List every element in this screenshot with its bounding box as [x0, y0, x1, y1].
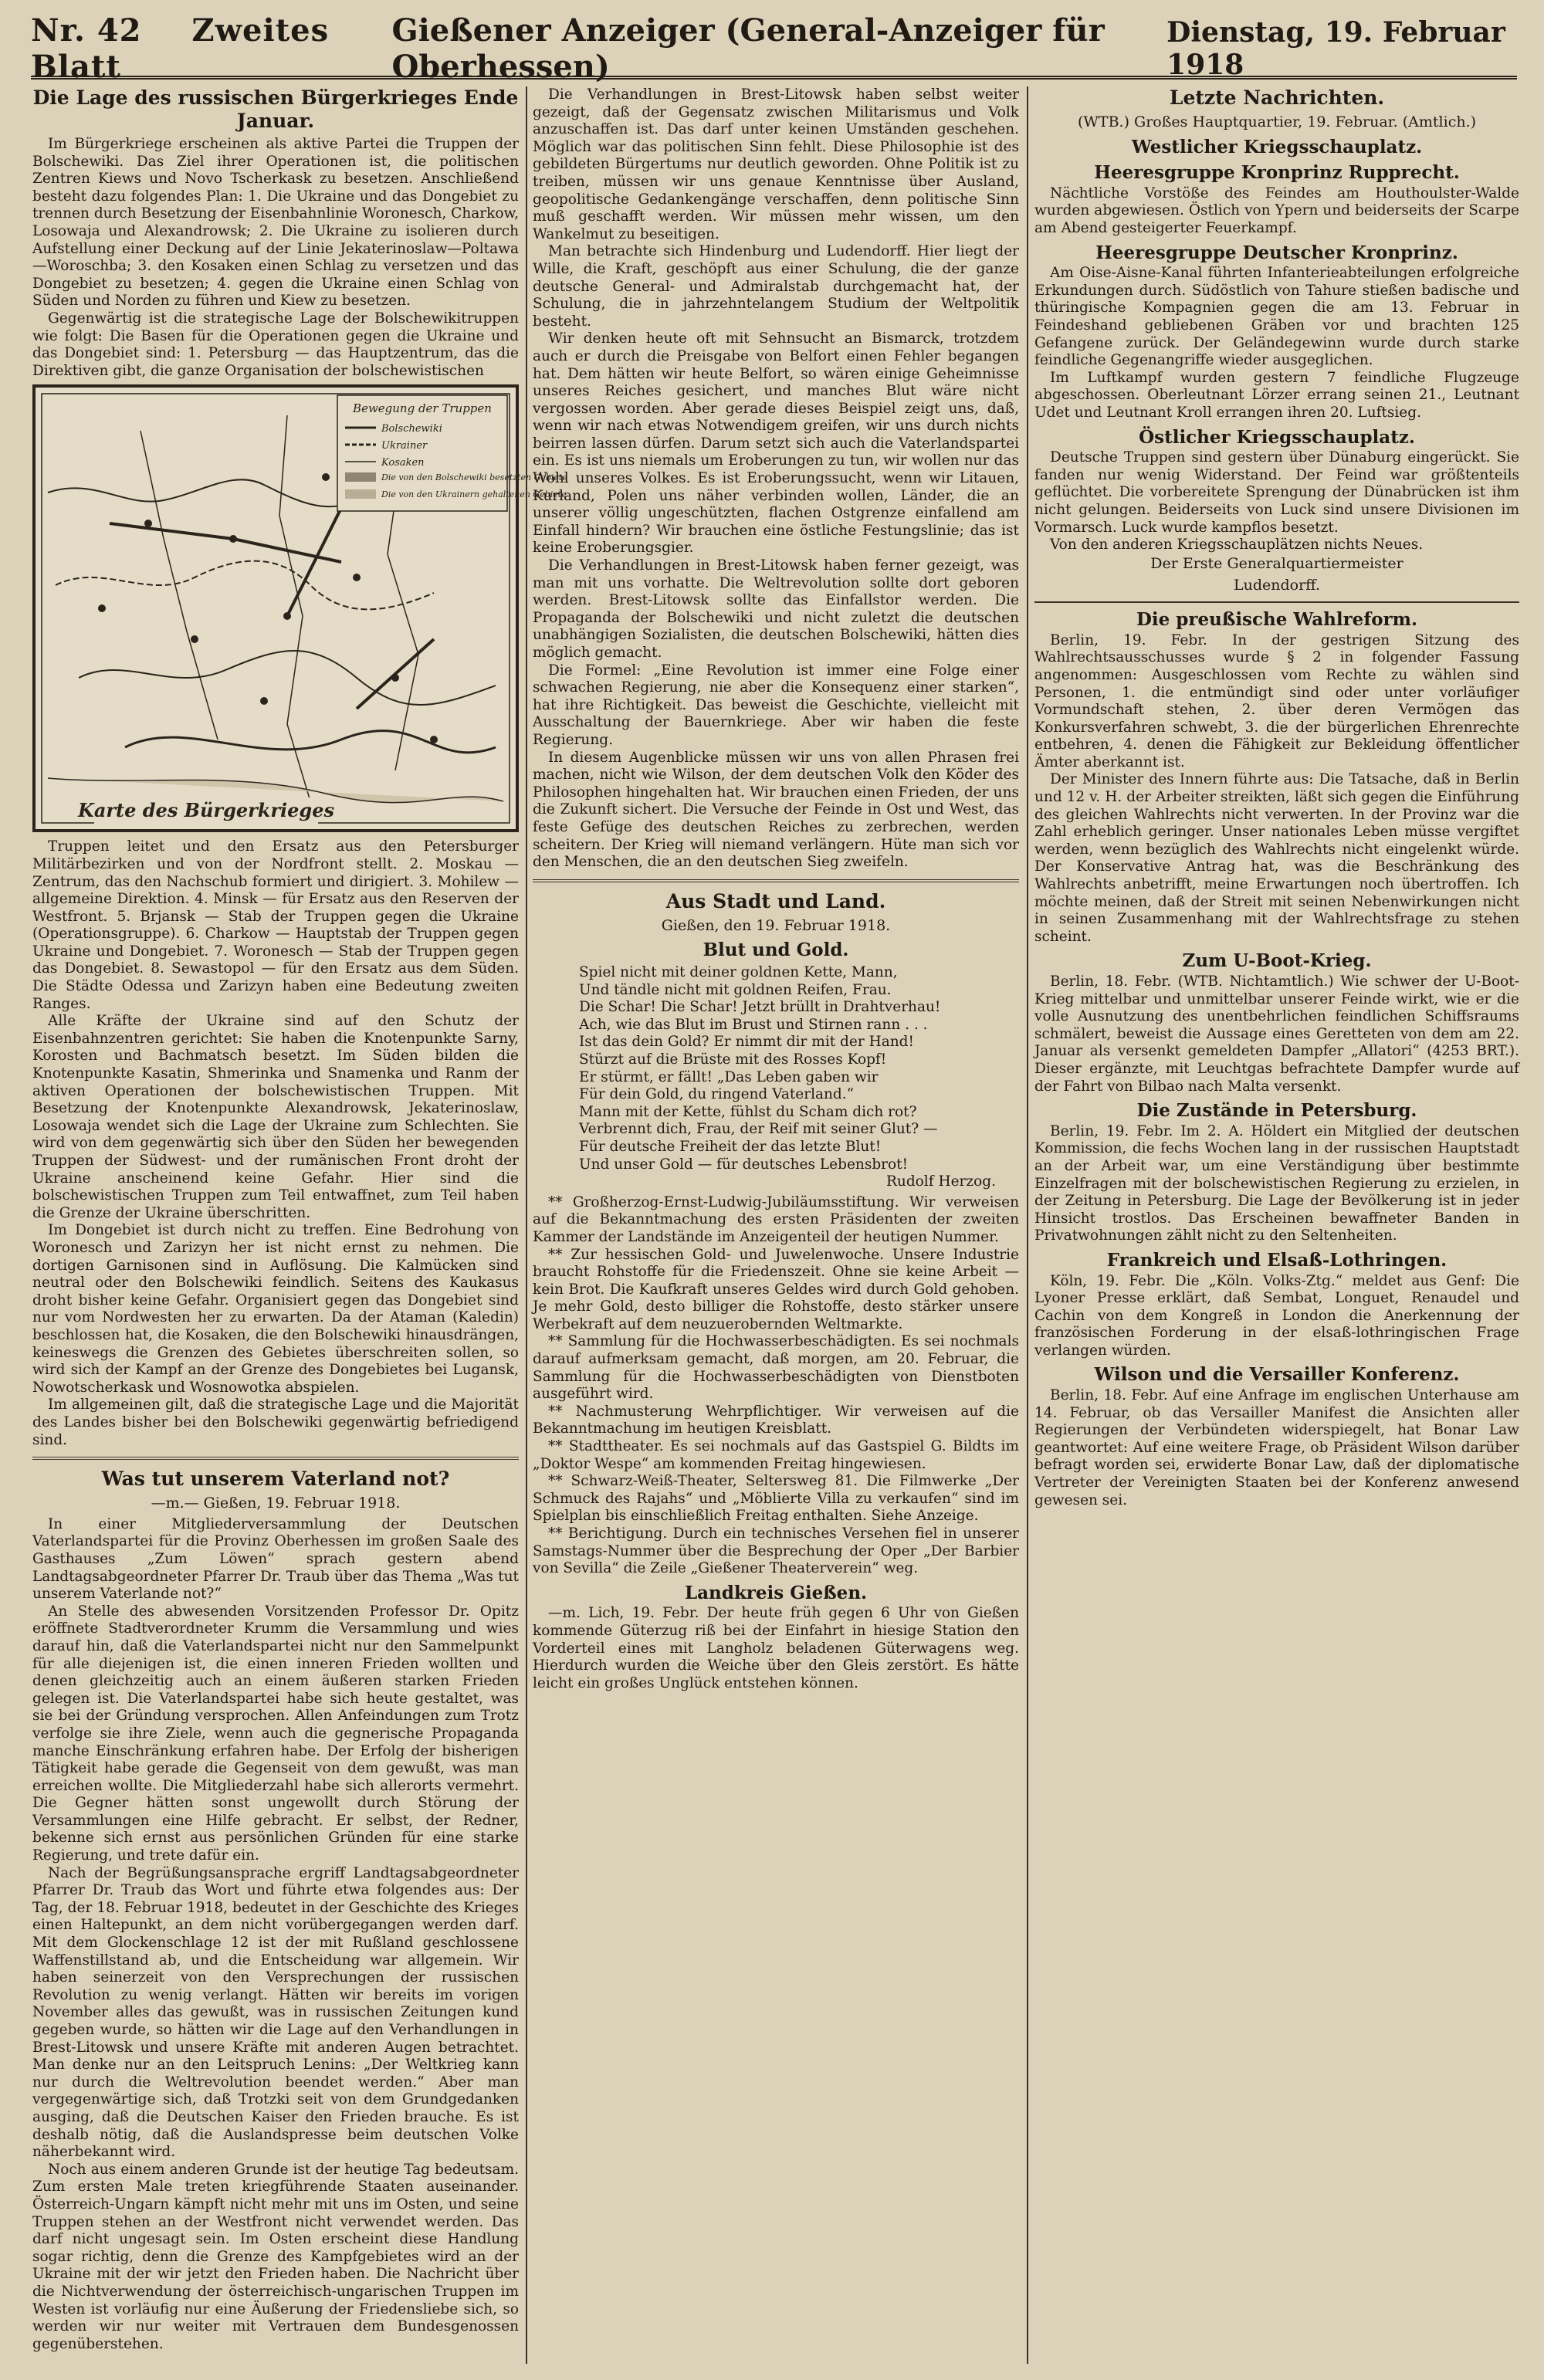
paragraph: Im allgemeinen gilt, daß die strategische Lage und die Majorität des Landes bisher bei den Bolschewiki gegenwärtig befriedigend sind. [32, 1397, 519, 1448]
paragraph: Die Verhandlungen in Brest-Litowsk haben selbst weiter gezeigt, daß der Gegensatz zwischen Militarismus und Volk anzuschaffen ist. Das darf unter keinen Umständen geschehen. Möglich war das politischen Sinn fehlt. Diese Philosophie ist des gebildeten Bürgertums nur deutlich geworden. Ohne Politik ist zu treiben, müssen wir uns genaue Kenntnisse über Ausland, geopolitische Gedankengänge verschaffen, denn politische Sinn muß geschafft werden. Wir müssen mehr wissen, um den Wankelmut zu beseitigen. [533, 86, 1019, 242]
paragraph: Man betrachte sich Hindenburg und Ludendorff. Hier liegt der Wille, die Kraft, geschöpft aus einer Schulung, die der ganze deutsche General- und Admiralstab durchgemacht hat, der Schulung, die in jahrzehntelangem Studium der Weltpolitik besteht. [533, 243, 1019, 330]
poem-author: Rudolf Herzog. [885, 1173, 996, 1190]
front-title: Westlicher Kriegsschauplatz. [1131, 136, 1423, 157]
poem-line: Ist das dein Gold? Er nimmt dir mit der Hand! [579, 1034, 914, 1051]
notice: ** Nachmusterung Wehrpflichtiger. Wir verweisen auf die Bekanntmachung im heutigen Kreisblatt. [533, 1403, 1019, 1437]
article-title: Was tut unserem Vaterland not? [101, 1468, 450, 1491]
article-title: Zum U-Boot-Krieg. [1182, 950, 1372, 972]
poem-line: Für dein Gold, du ringend Vaterland.“ [579, 1086, 855, 1103]
notice: ** Berichtigung. Durch ein technisches Versehen fiel in unserer Samstags-Nummer über die Besprechung der Oper „Der Barbier von Sevilla“ die Zeile „Gießener Theaterverein“ weg. [533, 1525, 1019, 1577]
divider [32, 1457, 519, 1460]
article-title: Frankreich und Elsaß-Lothringen. [1106, 1249, 1448, 1271]
map-legend-entry: Die von den Ukrainern gehaltenen Gebiete [381, 489, 567, 500]
paragraph: Truppen leitet und den Ersatz aus den Petersburger Militärbezirken und von der Nordfront stellt. 2. Moskau — Zentrum, das den Nachschub formiert und dirigiert. 3. Mohilew — allgemeine Direktion. 4. Minsk — für Ersatz aus den Reserven der Westfront. 5. Brjansk — Stab der Truppen gegen die Ukraine (Operationsgruppe). 6. Charkow — Hauptstab der Truppen gegen Ukraine und Dongebiet. 7. Woronesch — Stab der Truppen gegen das Dongebiet. 8. Sewastopol — für den Ersatz aus dem Süden. Die Städte Odessa und Zarizyn haben eine Bedeutung zweiten Ranges. [32, 838, 519, 1012]
paragraph: Berlin, 18. Febr. (WTB. Nichtamtlich.) Wie schwer der U-Boot-Krieg mittelbar und unmittelbar unserer Feinde wirkt, wie er die volle Ausnutzung des unentbehrlichen feindlichen Schiffsraums schmälert, beweist die Aussage eines Geretteten von dem am 22. Januar als versenkt gemeldeten Dampfer „Allatori“ (4253 BRT.). Dieser ergänzte, mit Leuchtgas befrachtete Dampfer wurde auf der Fahrt von Bilbao nach Malta versenkt. [1034, 973, 1519, 1095]
notice: ** Sammlung für die Hochwasserbeschädigten. Es sei nochmals darauf aufmerksam gemacht, daß morgen, am 20. Februar, die Sammlung für die Hochwasserbeschädigten von Dienstboten ausgeführt wird. [533, 1333, 1019, 1403]
issue-date: Dienstag, 19. Februar 1918 [1166, 16, 1505, 81]
army-group-title: Heeresgruppe Kronprinz Rupprecht. [1094, 162, 1460, 184]
front-title: Östlicher Kriegsschauplatz. [1139, 426, 1415, 448]
poem-line: Und tändle nicht mit goldnen Reifen, Frau. [579, 981, 892, 998]
divider [1034, 601, 1519, 603]
map-legend-title: Bewegung der Truppen [353, 401, 492, 416]
notice: —m. Lich, 19. Febr. Der heute früh gegen 6 Uhr von Gießen kommende Güterzug riß bei der Einfahrt in hiesige Station den Vorderteil eines mit Langholz beladenen Güterwagens weg. Hierdurch wurden die Weiche über den Gleis zerstört. Es hätte leicht ein großes Unglück entstehen können. [533, 1605, 1019, 1691]
map-image [32, 384, 567, 832]
column-3 [1034, 86, 1519, 2364]
paragraph: Berlin, 18. Febr. Auf eine Anfrage im englischen Unterhause am 14. Februar, ob das Versailler Manifest die Ansichten aller Regierungen der Verbündeten widerspiegelt, hat Bonar Law geantwortet: Auf eine weitere Frage, ob Präsident Wilson darüber befragt worden sei, erwiderte Bonar Law, daß der diplomatische Vertreter der Vereinigten Staaten bei der Konferenz anwesend gewesen sei. [1034, 1387, 1519, 1508]
column-1 [32, 86, 567, 2364]
paragraph: Alle Kräfte der Ukraine sind auf den Schutz der Eisenbahnzentren gerichtet: Sie haben die Knotenpunkte Sarny, Korosten und Bachmatsch besetzt. Im Süden bilden die Knotenpunkte Kasatin, Shmerinka und Snamenka und Ranm der aktiven Operationen der bolschewistischen Truppen. Mit Besetzung der Knotenpunkte Alexandrowsk, Jekaterinoslaw, Losowaja wendet sich die Lage der Ukraine zum Schlechten. Sie wird von dem gegenwärtig sich über den Süden her bewegenden Truppen der Südwest- und der rumänischen Front droht der Ukraine anscheinend keine Gefahr. Hier sind die bolschewistischen Truppen zum Teil entwaffnet, zum Teil haben die Grenze der Ukraine überschritten. [32, 1013, 519, 1221]
poem-line: Mann mit der Kette, fühlst du Scham dich rot? [579, 1103, 917, 1120]
signature-name: Ludendorff. [1233, 577, 1321, 594]
map-legend-entry: Ukrainer [381, 440, 428, 452]
civil-war-map [32, 384, 567, 832]
column-rule [1027, 86, 1028, 2364]
column-2 [533, 86, 1019, 2364]
paragraph: Die Formel: „Eine Revolution ist immer eine Folge einer schwachen Regierung, nie aber die Konsequenz einer starken“, hat ihre Richtigkeit. Das beweist die Geschichte, vielleicht mit Ausschaltung der Bauernkriege. Aber wir haben die feste Regierung. [533, 662, 1019, 748]
notice: ** Großherzog-Ernst-Ludwig-Jubiläumsstiftung. Wir verweisen auf die Bekanntmachung des ersten Präsidenten der zweiten Kammer der Landstände im Anzeigenteil der heutigen Nummer. [533, 1193, 1019, 1245]
notice: ** Schwarz-Weiß-Theater, Seltersweg 81. Die Filmwerke „Der Schmuck des Rajahs“ und „Möblierte Villa zu verkaufen“ sind im Spielplan bis einschließlich Freitag enthalten. Siehe Anzeige. [533, 1473, 1019, 1525]
masthead [31, 12, 1517, 85]
paragraph: Im Dongebiet ist durch nicht zu treffen. Eine Bedrohung von Woronesch und Zarizyn her ist nicht ernst zu nehmen. Die dortigen Garnisonen sind in Auflösung. Die Kalmücken sind neutral oder den Bolschewiki feindlich. Seitens des Kaukasus droht bisher keine Gefahr. Organisiert gegen das Dongebiet sind nur vom Nordwesten her zu erwarten. Da der Ataman (Kaledin) beschlossen hat, die Kosaken, die den Bolschewiki hinausdrängen, keineswegs die Grenzen des Gebietes überschreiten sollen, so wird sich der Kampf an der Grenze des Dongebietes bei Lugansk, Nowotscherkask und Wosnowotka abspielen. [32, 1222, 519, 1396]
paragraph: Im Luftkampf wurden gestern 7 feindliche Flugzeuge abgeschossen. Oberleutnant Lörzer errang seinen 21., Leutnant Udet und Leutnant Kroll errangen ihren 20. Luftsieg. [1034, 369, 1519, 421]
poem-line: Und unser Gold — für deutsches Lebensbrot! [579, 1156, 909, 1173]
paragraph: In diesem Augenblicke müssen wir uns von allen Phrasen frei machen, nicht wie Wilson, der dem deutschen Volk den Köder des Philosophen hingehalten hat. Wir brauchen einen Frieden, der uns die Zukunft sichert. Die Versuche der Feinde in Ost und West, das feste Gefüge des deutschen Reiches zu zerbrechen, werden scheitern. Der Krieg will niemand verlängern. Hüte man sich vor den Menschen, die an den deutschen Sieg zweifeln. [533, 749, 1019, 871]
paragraph: Berlin, 19. Febr. In der gestrigen Sitzung des Wahlrechtsausschusses wurde § 2 in folgender Fassung angenommen: Ausgeschlossen vom Rechte zu wählen sind Personen, 1. die entmündigt sind oder unter vorläufiger Vormundschaft stehen, 2. über deren Vermögen das Konkursverfahren schwebt, 3. die der bürgerlichen Ehrenrechte entbehren, 4. denen die Fähigkeit zur Bekleidung öffentlicher Ämter aberkannt ist. [1034, 631, 1519, 770]
notice: ** Stadttheater. Es sei nochmals auf das Gastspiel G. Bildts im „Doktor Wespe“ am kommenden Freitag hingewiesen. [533, 1438, 1019, 1472]
army-group-title: Heeresgruppe Deutscher Kronprinz. [1095, 242, 1458, 263]
poem-title: Blut und Gold. [703, 939, 849, 961]
map-legend-entry: Kosaken [381, 457, 425, 469]
poem-line: Ach, wie das Blut im Brust und Stirnen rann . . . [579, 1016, 928, 1033]
paragraph: Der Minister des Innern führte aus: Die Tatsache, daß in Berlin und 12 v. H. der Arbeiter streikten, läßt sich gegen die Einführung des gleichen Wahlrechts nicht verwerten. In der Provinz war die Zahl erheblich geringer. Unser nationales Leben müsse vergiftet werden, wenn bezüglich des Wahlrechts nicht eingelenkt würde. Der Konservative Antrag hat, was die Beschränkung des Wahlrechts anbetrifft, meine Erwartungen noch übertroffen. Ich möchte meinen, daß der Streit mit seinen Nebenwirkungen nicht in seinen Zusammenhang mit der Wahlrechtsfrage zu stehen scheint. [1034, 771, 1519, 945]
poem-line: Stürzt auf die Brüste mit des Rosses Kopf! [579, 1051, 887, 1068]
section-title: Aus Stadt und Land. [665, 889, 886, 912]
news-source: (WTB.) Großes Hauptquartier, 19. Februar. (Amtlich.) [1077, 113, 1477, 130]
paragraph: Gegenwärtig ist die strategische Lage der Bolschewikitruppen wie folgt: Die Basen für die Operationen gegen die Ukraine und das Dongebiet sind: 1. Petersburg — das Hauptzentrum, das die Direktiven gibt, die ganze Organisation der bolschewistischen [32, 310, 519, 379]
paragraph: Köln, 19. Febr. Die „Köln. Volks-Ztg.“ meldet aus Genf: Die Lyoner Presse erklärt, daß Sembat, Longuet, Renaudel und Cachin von dem Kongreß in London die Anerkennung der französischen Forderung in der elsaß-lothringischen Frage verlangen würden. [1034, 1272, 1519, 1359]
subsection-title: Landkreis Gießen. [684, 1582, 868, 1603]
poem-line: Er stürmt, er fällt! „Das Leben gaben wir [579, 1068, 879, 1085]
paragraph: Von den anderen Kriegsschauplätzen nichts Neues. [1050, 537, 1424, 554]
paragraph: Nächtliche Vorstöße des Feindes am Houthoulster-Walde wurden abgewiesen. Östlich von Ypern und beiderseits der Scarpe am Abend gesteigerter Feuerkampf. [1034, 185, 1519, 237]
paragraph: Am Oise-Aisne-Kanal führten Infanterieabteilungen erfolgreiche Erkundungen durch. Südöstlich von Tahure stießen badische und thüringische Kompagnien gegen die am 13. Februar in Feindeshand gebliebenen Gräben vor und brachten 125 Gefangene zurück. Der Geländegewinn wurde durch starke feindliche Gegenangriffe wieder ausgeglichen. [1034, 265, 1519, 369]
paragraph: Noch aus einem anderen Grunde ist der heutige Tag bedeutsam. Zum ersten Male treten kriegführende Staaten auseinander. Österreich-Ungarn kämpft nicht mehr mit uns im Osten, und seine Truppen stehen an der Westfront nicht verwendet werden. Das darf nicht ungesagt sein. Im Osten erscheint diese Handlung sogar richtig, denn die Grenze des Kampfgebietes wird an der Ukraine mit der wir jetzt den Frieden haben. Die Nachricht über die Nichtverwendung der österreichisch-ungarischen Truppen im Westen ist vorläufig nur eine Äußerung der Friedensliebe sich, so werden wir nur weiter mit Vertrauen dem Bundesgenossen gegenüberstehen. [32, 2161, 519, 2352]
dateline: Gießen, den 19. Februar 1918. [661, 916, 891, 934]
paragraph: Berlin, 19. Febr. Im 2. A. Höldert ein Mitglied der deutschen Kommission, die fechs Wochen lang in der russischen Hauptstadt an der Arbeit war, um eine Verständigung über bestimmte Einzelfragen mit der bolschewistischen Regierung zu erzielen, in der Zeitung in Petersburg. Die Lage der Bevölkerung ist in jeder Hinsicht trostlos. Das Erscheinen bewaffneter Banden in Privatwohnungen zählt nicht zu den Seltenheiten. [1034, 1122, 1519, 1244]
signature-line: Der Erste Generalquartiermeister [1150, 554, 1403, 572]
poem-line: Für deutsche Freiheit der das letzte Blut! [579, 1138, 882, 1155]
map-legend-entry: Bolschewiki [381, 423, 442, 435]
paragraph: Im Bürgerkriege erscheinen als aktive Partei die Truppen der Bolschewiki. Das Ziel ihrer Operationen ist, die politischen Zentren Kiews und Novo Tscherkask zu besetzen. Anschließend besteht dazu folgendes Plan: 1. Die Ukraine und das Dongebiet zu trennen durch Besetzung der Eisenbahnlinie Woronesch, Charkow, Losowaja und Alexandrowsk; 2. Die Ukraine zu isolieren durch Aufstellung einer Deckung auf der Linie Jekaterinoslaw—Poltawa—Woroschba; 3. den Kosaken einen Schlag zu versetzen und das Dongebiet zu besetzen; 4. gegen die Ukraine einen Schlag von Süden und Norden zu führen und Kiew zu besetzen. [32, 136, 519, 310]
divider [533, 879, 1019, 882]
paragraph: Die Verhandlungen in Brest-Litowsk haben ferner gezeigt, was man mit uns vorhatte. Die Weltrevolution sollte dort geboren werden. Brest-Litowsk sollte das Einfallstor werden. Die Propaganda der Bolschewiki und nicht zuletzt die deutschen unabhängigen Sozialisten, die deutschen Bolschewiki, hätten dies möglich gemacht. [533, 557, 1019, 661]
paragraph: In einer Mitgliederversammlung der Deutschen Vaterlandspartei für die Provinz Oberhessen im großen Saale des Gasthauses „Zum Löwen“ sprach gestern abend Landtagsabgeordneter Pfarrer Dr. Traub über das Thema „Was tut unserem Vaterlande not?“ [32, 1515, 519, 1603]
map-legend-entry: Die von den Bolschewiki besetzten Gebiete [381, 472, 567, 483]
article-title: Die Zustände in Petersburg. [1136, 1100, 1417, 1122]
article-title: Wilson und die Versailler Konferenz. [1094, 1364, 1460, 1386]
paragraph: Wir denken heute oft mit Sehnsucht an Bismarck, trotzdem auch er durch die Preisgabe von Belfort einen Fehler begangen hat. Dem hätten wir heute Belfort, so wären einige Geheimnisse unseres Reiches gesichert, und manches Blut wäre nicht vergossen worden. Aber gerade dieses Beispiel zeigt uns, daß, wenn wir nach etwas Notwendigem greifen, wir uns durch nichts beirren lassen dürfen. Darum setzt sich auch die Vaterlandspartei ein. Es ist uns niemals um Eroberungen zu tun, wir wollen nur das Wohl unseres Volkes. Es ist Eroberungssucht, wenn wir Litauen, Kurland, Polen uns näher verbinden wollen, Länder, die an unserer völlig ungeschützten, flachen Ostgrenze einfallend am Einfall hindern? Wir brauchen eine östliche Festungslinie; das ist keine Eroberungsgier. [533, 330, 1019, 557]
paragraph: Deutsche Truppen sind gestern über Dünaburg eingerückt. Sie fanden nur wenig Widerstand. Der Feind war größtenteils geflüchtet. Die vorbereitete Sprengung der Dünabrücken ist ihm nicht gelungen. Beiderseits von Luck sind unsere Divisionen im Vormarsch. Luck wurde kampflos besetzt. [1034, 449, 1519, 536]
dateline: —m.— Gießen, 19. Februar 1918. [151, 1495, 401, 1512]
sheet-label: Zweites Blatt [31, 12, 330, 85]
article-title: Die Lage des russischen Bürgerkrieges Ende Januar. [32, 86, 519, 132]
column-rule [526, 86, 527, 2364]
news-title: Letzte Nachrichten. [1169, 86, 1385, 109]
article-title: Die preußische Wahlreform. [1136, 609, 1418, 631]
poem-line: Verbrennt dich, Frau, der Reif mit seiner Glut? — [579, 1121, 938, 1138]
paragraph: Nach der Begrüßungsansprache ergriff Landtagsabgeordneter Pfarrer Dr. Traub das Wort und führte etwa folgendes aus: Der Tag, der 18. Februar 1918, bedeutet in der Geschichte des Krieges einen Haltepunkt, an dem nicht vorübergegangen werden darf. Mit dem Glockenschlage 12 ist der mit Rußland geschlossene Waffenstillstand ab, und die Entscheidung war allgemein. Wir haben seinerzeit von den Versprechungen der russischen Revolution zu wenig verlangt. Hätten wir bereits im vorigen November alles das gewußt, was in russischen Zeitungen kund gegeben wurde, so hätten wir die Lage auf den Verhandlungen in Brest-Litowsk und unsere Kräfte mit anderen Augen betrachtet. Man denke nur an den Leitspruch Lenins: „Der Weltkrieg kann nur durch die Weltrevolution beendet werden.“ Aber man vergegenwärtige sich, daß Trotzki seit von dem Grundgedanken ausging, daß die Deutschen Kaiser den Frieden brauche. Es ist deshalb nötig, daß die Auslandspresse beim deutschen Volke näherbekannt wird. [32, 1864, 519, 2161]
notice: ** Zur hessischen Gold- und Juwelenwoche. Unsere Industrie braucht Rohstoffe für die Friedenszeit. Ohne sie keine Arbeit — kein Brot. Die Kaufkraft unseres Geldes wird durch Gold gehoben. Je mehr Gold, desto billiger die Rohstoffe, desto stärker unsere Werbekraft auf dem neuzuerobernden Weltmarkte. [533, 1246, 1019, 1332]
paragraph: An Stelle des abwesenden Vorsitzenden Professor Dr. Opitz eröffnete Stadtverordneter Krumm die Versammlung und wies darauf hin, daß die Vaterlandspartei nicht nur den Sammelpunkt für alle diejenigen ist, die einen inneren Frieden wollten und denen gleichzeitig auch an einem äußeren starken Frieden gelegen ist. Die Vaterlandspartei habe sich heute gestaltet, was sie bei der Gründung versprochen. Allen Anfeindungen zum Trotz verfolge sie ihre Ziele, wenn auch die gegnerische Propaganda manche Einschränkung erfahren habe. Der Erfolg der bisherigen Tätigkeit habe gerade die Gegenseit von dem gewußt, was man erreichen wollte. Die Mitgliederzahl habe sich allerorts vermehrt. Die Gegner hätten sonst ungewollt durch Störung der Versammlungen eine Hilfe gebracht. Er selbst, der Redner, bekenne sich ernst aus persönlichen Gründen für eine starke Regierung, und trete dafür ein. [32, 1603, 519, 1864]
poem [579, 964, 1019, 1191]
poem-line: Spiel nicht mit deiner goldnen Kette, Mann, [579, 964, 898, 980]
poem-line: Die Schar! Die Schar! Jetzt brüllt in Drahtverhau! [579, 999, 941, 1016]
issue-number: Nr. 42 [31, 12, 142, 49]
newspaper-title: Gießener Anzeiger (General-Anzeiger für Oberhessen) [391, 12, 1105, 85]
map-caption: Karte des Bürgerkrieges [78, 799, 334, 822]
